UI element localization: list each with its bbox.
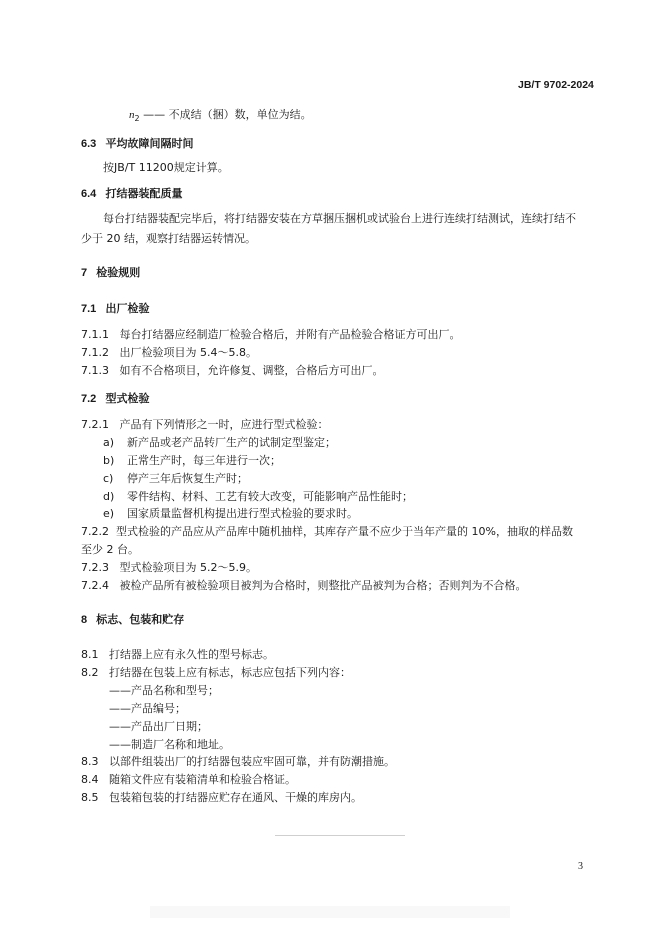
clause-number: 8.4 [81, 773, 99, 786]
clause-8-2 [81, 666, 351, 680]
dash-item-3: ——产品出厂日期； [109, 720, 208, 733]
clause-7-2-3 [81, 561, 257, 575]
clause-text: 打结器在包装上应有标志，标志应包括下列内容： [109, 666, 351, 679]
clause-text: 包装箱包装的打结器应贮存在通风、干燥的库房内。 [109, 791, 362, 804]
n2-text: —— 不成结（捆）数，单位为结。 [143, 108, 312, 121]
section-title: 型式检验 [105, 393, 150, 405]
clause-text: 随箱文件应有装箱清单和检验合格证。 [109, 773, 296, 786]
list-marker: c) [103, 472, 114, 485]
n2-definition [129, 108, 312, 126]
clause-text: 如有不合格项目，允许修复、调整，合格后方可出厂。 [119, 364, 384, 377]
dash-item-4: ——制造厂名称和地址。 [109, 738, 230, 751]
clause-7-2-2-line2: 至少 2 台。 [81, 543, 139, 556]
clause-text: 被检产品所有被检验项目被判为合格时，则整批产品被判为合格；否则判为不合格。 [119, 579, 527, 592]
n2-symbol: n [129, 109, 135, 121]
clause-8-5 [81, 791, 362, 805]
clause-number: 7.1.2 [81, 346, 109, 359]
section-number: 7 [81, 267, 88, 279]
clause-text: 产品有下列情形之一时，应进行型式检验： [119, 418, 329, 431]
list-text: 国家质量监督机构提出进行型式检验的要求时。 [127, 507, 358, 520]
paragraph-6-3: 按JB/T 11200规定计算。 [103, 161, 229, 174]
section-number: 8 [81, 614, 88, 626]
clause-number: 8.3 [81, 755, 99, 768]
clause-number: 8.2 [81, 666, 99, 679]
list-text: 新产品或老产品转厂生产的试制定型鉴定； [127, 436, 336, 449]
clause-number: 7.2.1 [81, 418, 109, 431]
clause-8-1 [81, 648, 274, 662]
clause-number: 7.2.3 [81, 561, 109, 574]
end-rule [275, 835, 405, 836]
list-item-b [103, 454, 281, 468]
clause-8-3 [81, 755, 395, 769]
clause-8-4 [81, 773, 296, 787]
section-title: 检验规则 [96, 267, 141, 279]
list-marker: e) [103, 507, 115, 520]
clause-number: 7.2.2 [81, 525, 109, 538]
clause-7-2-1 [81, 418, 329, 432]
paragraph-6-4-line1: 每台打结器装配完毕后，将打结器安装在方草捆压捆机或试验台上进行连续打结测试，连续打结不 [103, 212, 576, 225]
section-number: 6.3 [81, 138, 97, 150]
section-number: 7.1 [81, 303, 97, 315]
clause-number: 7.2.4 [81, 579, 109, 592]
standard-code-header: JB/T 9702-2024 [518, 79, 594, 91]
dash-item-1: ——产品名称和型号； [109, 684, 219, 697]
section-title: 标志、包装和贮存 [96, 614, 185, 626]
list-marker: d) [103, 490, 115, 503]
list-marker: b) [103, 454, 115, 467]
heading-8 [81, 613, 184, 627]
clause-7-1-2 [81, 346, 257, 360]
clause-number: 8.1 [81, 648, 99, 661]
clause-text: 出厂检验项目为 5.4～5.8。 [119, 346, 257, 359]
heading-7-2 [81, 392, 149, 406]
n2-subscript: 2 [134, 114, 140, 124]
heading-7-1 [81, 302, 149, 316]
clause-number: 7.1.1 [81, 328, 109, 341]
clause-number: 8.5 [81, 791, 99, 804]
paragraph-6-4-line2: 少于 20 结，观察打结器运转情况。 [81, 232, 256, 245]
clause-number: 7.1.3 [81, 364, 109, 377]
list-marker: a) [103, 436, 115, 449]
list-text: 零件结构、材料、工艺有较大改变，可能影响产品性能时； [127, 490, 413, 503]
section-title: 平均故障间隔时间 [105, 138, 194, 150]
section-number: 7.2 [81, 393, 97, 405]
list-item-d [103, 490, 413, 504]
section-number: 6.4 [81, 188, 97, 200]
clause-text: 型式检验的产品应从产品库中随机抽样，其库存产量不应少于当年产量的 10%，抽取的样品数 [116, 525, 573, 538]
clause-7-1-3 [81, 364, 384, 378]
clause-7-2-2-line1 [81, 525, 573, 539]
heading-6-4 [81, 187, 182, 201]
section-title: 打结器装配质量 [105, 188, 183, 200]
section-title: 出厂检验 [105, 303, 150, 315]
list-item-e [103, 507, 358, 521]
list-text: 正常生产时，每三年进行一次； [127, 454, 281, 467]
clause-7-2-4 [81, 579, 527, 593]
clause-text: 以部件组装出厂的打结器包装应牢固可靠，并有防潮措施。 [109, 755, 395, 768]
clause-7-1-1 [81, 328, 461, 342]
list-item-a [103, 436, 336, 450]
page-number: 3 [578, 861, 583, 872]
list-text: 停产三年后恢复生产时； [127, 472, 248, 485]
faded-watermark [150, 906, 510, 918]
clause-text: 型式检验项目为 5.2～5.9。 [119, 561, 257, 574]
list-item-c [103, 472, 248, 486]
heading-6-3 [81, 137, 193, 151]
clause-text: 每台打结器应经制造厂检验合格后，并附有产品检验合格证方可出厂。 [119, 328, 461, 341]
heading-7 [81, 266, 140, 280]
dash-item-2: ——产品编号； [109, 702, 186, 715]
clause-text: 打结器上应有永久性的型号标志。 [109, 648, 274, 661]
